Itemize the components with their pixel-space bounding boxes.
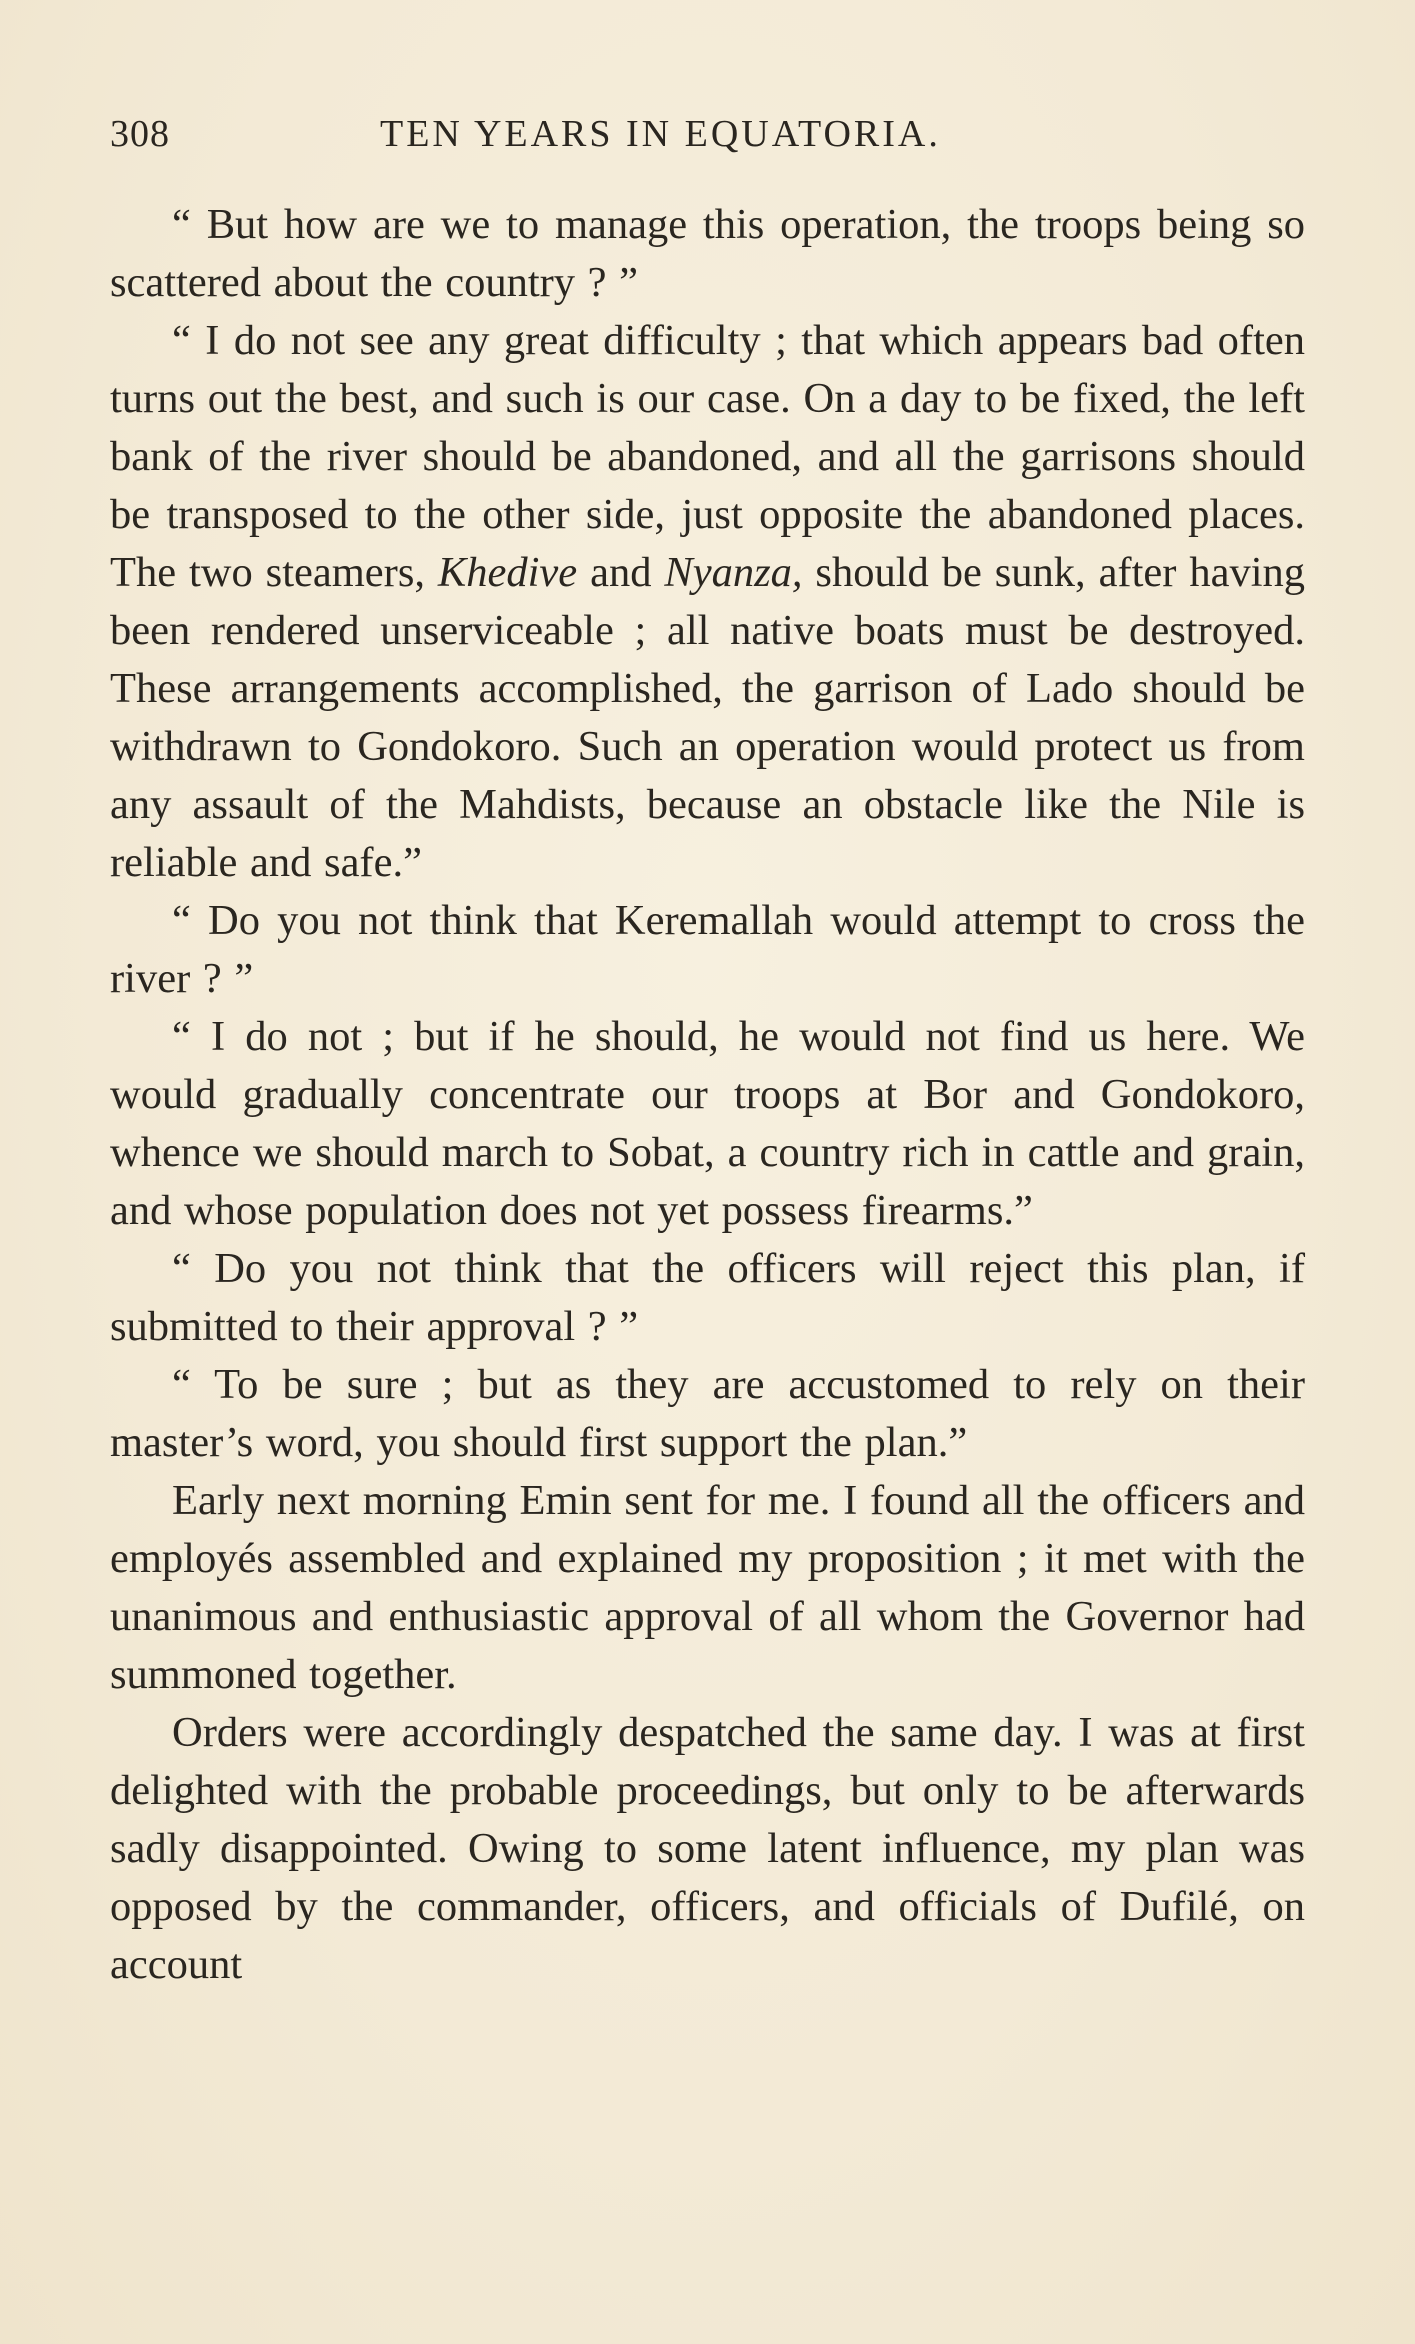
paragraph: “ Do you not think that Keremallah would attempt to cross the river ? ” <box>110 897 1305 1002</box>
running-title: TEN YEARS IN EQUATORIA. <box>380 113 941 155</box>
paragraph: “ But how are we to manage this operation, the troops being so scattered about the country ? ” <box>110 201 1305 306</box>
paragraph: “ To be sure ; but as they are accustomed to rely on their master’s word, you should first support the plan.” <box>110 1361 1305 1466</box>
paragraph-text: “ I do not see any great difficulty ; that which appears bad often turns out the best, and such is our case. On a day to be fixed, the left bank of the river should be abandoned, and all the garrisons should be transposed to the other side, just opposite the abandoned places. The two steamers, <box>110 317 1305 596</box>
paragraph: Early next morning Emin sent for me. I found all the officers and employés assembled and explained my proposition ; it met with the unanimous and enthusiastic approval of all whom the Governor had summoned together. <box>110 1477 1305 1698</box>
paragraph <box>110 312 1305 892</box>
steamer-name-nyanza: Nyanza, <box>664 549 803 596</box>
paragraph-text: should be sunk, after having been rendered unserviceable ; all native boats must be destroyed. These arrangements accomplished, the garrison of Lado should be withdrawn to Gondokoro. Such an operation would protect us from any assault of the Mahdists, because an obstacle like the Nile is reliable and safe.” <box>110 549 1305 886</box>
page-number: 308 <box>110 113 170 155</box>
paragraph-text: and <box>577 549 665 596</box>
steamer-name-khedive: Khedive <box>437 549 578 596</box>
body-text <box>110 196 1305 1994</box>
paragraph: “ I do not ; but if he should, he would not find us here. We would gradually concentrate our troops at Bor and Gondokoro, whence we should march to Sobat, a country rich in cattle and grain, and whose population does not yet possess firearms.” <box>110 1013 1305 1234</box>
paragraph: “ Do you not think that the officers will reject this plan, if submitted to their approval ? ” <box>110 1245 1305 1350</box>
page-header <box>110 112 1310 162</box>
paragraph: Orders were accordingly despatched the same day. I was at first delighted with the probable proceedings, but only to be afterwards sadly disappointed. Owing to some latent influence, my plan was opposed by the commander, officers, and officials of Dufilé, on account <box>110 1709 1305 1988</box>
